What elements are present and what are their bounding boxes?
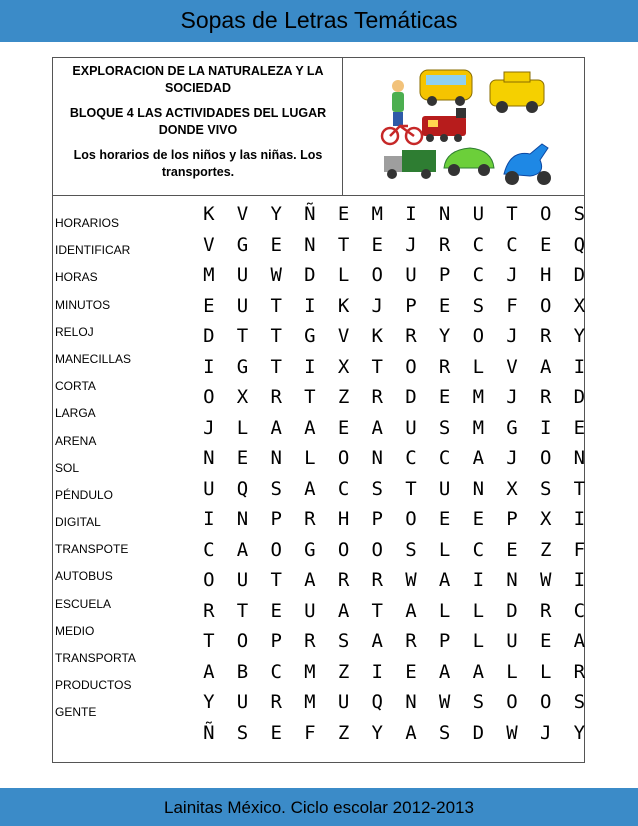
grid-cell[interactable]: T	[337, 233, 350, 256]
grid-cell[interactable]: B	[236, 660, 249, 683]
grid-cell[interactable]: Y	[371, 721, 383, 744]
grid-cell[interactable]: S	[236, 721, 249, 744]
grid-cell[interactable]: C	[472, 264, 485, 286]
grid-row	[192, 507, 596, 538]
word-list-item: HORARIOS	[55, 216, 120, 230]
grid-cell[interactable]: O	[371, 264, 383, 286]
grid-cell[interactable]: E	[573, 416, 586, 439]
grid-cell[interactable]: T	[236, 599, 249, 622]
grid-cell[interactable]: O	[539, 447, 552, 469]
grid-cell[interactable]: L	[438, 538, 451, 561]
grid-cell[interactable]: P	[506, 508, 518, 530]
grid-cell[interactable]: O	[405, 508, 417, 530]
grid-cell[interactable]: S	[539, 477, 552, 500]
grid-cell[interactable]: E	[438, 508, 451, 530]
grid-cell[interactable]: E	[438, 386, 451, 408]
grid-cell[interactable]: M	[203, 264, 215, 286]
header-divider	[52, 195, 585, 196]
subject-line: EXPLORACION DE LA NATURALEZA Y LA SOCIEDAD	[72, 64, 324, 95]
grid-cell[interactable]: N	[236, 508, 249, 530]
grid-row	[192, 599, 596, 630]
grid-cell[interactable]: V	[506, 355, 518, 378]
grid-cell[interactable]: Ñ	[304, 203, 316, 225]
word-list	[55, 215, 175, 732]
grid-cell[interactable]: T	[203, 630, 215, 652]
grid-row	[192, 660, 596, 691]
grid-cell[interactable]: X	[506, 477, 518, 500]
grid-cell[interactable]: A	[304, 569, 316, 591]
grid-cell[interactable]: J	[405, 233, 417, 256]
grid-cell[interactable]: J	[506, 386, 518, 408]
grid-cell[interactable]: I	[203, 508, 215, 530]
grid-cell[interactable]: J	[506, 447, 518, 469]
grid-cell[interactable]: E	[270, 599, 282, 622]
grid-row	[192, 385, 596, 416]
grid-cell[interactable]: V	[203, 233, 215, 256]
grid-cell[interactable]: Y	[438, 325, 451, 347]
grid-cell[interactable]: S	[270, 477, 282, 500]
grid-cell[interactable]: O	[371, 538, 383, 561]
grid-cell[interactable]: N	[438, 203, 451, 225]
grid-cell[interactable]: C	[438, 447, 451, 469]
grid-cell[interactable]: C	[472, 538, 485, 561]
grid-cell[interactable]: A	[472, 447, 485, 469]
grid-cell[interactable]: U	[236, 569, 249, 591]
grid-cell[interactable]: I	[573, 355, 586, 378]
grid-cell[interactable]: N	[472, 477, 485, 500]
grid-cell[interactable]: U	[236, 691, 249, 713]
train-icon	[422, 108, 466, 142]
grid-cell[interactable]: D	[304, 264, 316, 286]
grid-cell[interactable]: Y	[270, 203, 282, 225]
grid-cell[interactable]: C	[203, 538, 215, 561]
grid-cell[interactable]: T	[371, 355, 383, 378]
word-list-item: LARGA	[55, 406, 96, 421]
grid-cell[interactable]: A	[270, 416, 282, 439]
grid-cell[interactable]: R	[539, 599, 552, 622]
grid-cell[interactable]: E	[506, 538, 518, 561]
grid-cell[interactable]: R	[573, 660, 586, 683]
grid-cell[interactable]: V	[236, 203, 249, 225]
grid-cell[interactable]: O	[203, 569, 215, 591]
grid-cell[interactable]: I	[371, 660, 383, 683]
grid-cell[interactable]: I	[573, 508, 586, 530]
grid-row	[192, 568, 596, 599]
word-list-item: MEDIO	[55, 623, 95, 638]
grid-cell[interactable]: A	[304, 477, 316, 500]
grid-cell[interactable]: O	[236, 630, 249, 652]
grid-cell[interactable]: T	[573, 477, 586, 500]
grid-cell[interactable]: T	[371, 599, 383, 622]
grid-cell[interactable]: Q	[236, 477, 249, 500]
grid-cell[interactable]: J	[539, 721, 552, 744]
grid-cell[interactable]: U	[236, 264, 249, 286]
grid-cell[interactable]: T	[270, 569, 282, 591]
grid-cell[interactable]: C	[405, 447, 417, 469]
grid-cell[interactable]: R	[371, 386, 383, 408]
word-list-item: ESCUELA	[55, 596, 112, 611]
grid-cell[interactable]: A	[371, 630, 383, 652]
grid-cell[interactable]: D	[472, 721, 485, 744]
word-list-item: DIGITAL	[55, 515, 101, 530]
grid-cell[interactable]: A	[405, 721, 417, 744]
grid-cell[interactable]: U	[405, 264, 417, 286]
grid-row	[192, 629, 596, 660]
grid-cell[interactable]: R	[371, 569, 383, 591]
grid-cell[interactable]: D	[405, 386, 417, 408]
grid-cell[interactable]: L	[472, 355, 485, 378]
grid-cell[interactable]: R	[304, 630, 316, 652]
grid-cell[interactable]: S	[438, 416, 451, 439]
grid-cell[interactable]: N	[270, 447, 282, 469]
grid-row	[192, 538, 596, 569]
grid-cell[interactable]: T	[270, 355, 282, 378]
grid-cell[interactable]: D	[506, 599, 518, 622]
grid-cell[interactable]: Z	[337, 660, 350, 683]
grid-cell[interactable]: N	[506, 569, 518, 591]
word-list-item: ARENA	[55, 433, 97, 448]
grid-cell[interactable]: E	[337, 416, 350, 439]
grid-cell[interactable]: O	[539, 203, 552, 225]
grid-cell[interactable]: W	[270, 264, 282, 286]
grid-cell[interactable]: G	[236, 355, 249, 378]
grid-cell[interactable]: H	[539, 264, 552, 286]
grid-cell[interactable]: L	[337, 264, 350, 286]
grid-cell[interactable]: E	[337, 203, 350, 225]
grid-cell[interactable]: M	[304, 660, 316, 683]
grid-cell[interactable]: Y	[573, 721, 586, 744]
grid-cell[interactable]: M	[371, 203, 383, 225]
taxi-icon	[490, 72, 544, 113]
letter-grid	[192, 202, 596, 751]
grid-cell[interactable]: P	[438, 264, 451, 286]
grid-cell[interactable]: F	[573, 538, 586, 561]
grid-cell[interactable]: E	[270, 233, 282, 256]
grid-cell[interactable]: O	[539, 691, 552, 713]
grid-cell[interactable]: T	[506, 203, 518, 225]
footer-text: Lainitas México. Ciclo escolar 2012-2013	[164, 798, 474, 817]
grid-row	[192, 233, 596, 264]
grid-cell[interactable]: R	[203, 599, 215, 622]
grid-cell[interactable]: F	[304, 721, 316, 744]
grid-row	[192, 416, 596, 447]
grid-cell[interactable]: P	[371, 508, 383, 530]
word-list-item: TRANSPORTA	[55, 651, 136, 665]
grid-row	[192, 477, 596, 508]
grid-cell[interactable]: E	[236, 447, 249, 469]
grid-cell[interactable]: M	[472, 386, 485, 408]
grid-cell[interactable]: N	[203, 447, 215, 469]
grid-cell[interactable]: U	[337, 691, 350, 713]
grid-cell[interactable]: U	[236, 294, 249, 317]
grid-cell[interactable]: S	[472, 294, 485, 317]
grid-cell[interactable]: A	[371, 416, 383, 439]
word-list-item: HORAS	[55, 270, 98, 285]
header-column-divider	[342, 57, 343, 195]
grid-cell[interactable]: D	[573, 264, 586, 286]
grid-cell[interactable]: R	[337, 569, 350, 591]
grid-cell[interactable]: A	[405, 599, 417, 622]
grid-cell[interactable]: S	[337, 630, 350, 652]
transport-illustration	[380, 64, 560, 194]
grid-cell[interactable]: R	[405, 325, 417, 347]
grid-cell[interactable]: K	[337, 294, 350, 317]
grid-cell[interactable]: A	[472, 660, 485, 683]
grid-cell[interactable]: R	[539, 386, 552, 408]
grid-cell[interactable]: U	[203, 477, 215, 500]
grid-cell[interactable]: X	[539, 508, 552, 530]
word-list-item: MANECILLAS	[55, 351, 132, 366]
grid-row	[192, 355, 596, 386]
grid-cell[interactable]: T	[270, 294, 282, 317]
grid-cell[interactable]: I	[472, 569, 485, 591]
grid-cell[interactable]: E	[405, 660, 417, 683]
grid-cell[interactable]: X	[236, 386, 249, 408]
grid-cell[interactable]: R	[438, 233, 451, 256]
grid-cell[interactable]: L	[304, 447, 316, 469]
grid-row	[192, 690, 596, 721]
grid-cell[interactable]: Z	[337, 386, 350, 408]
grid-cell[interactable]: V	[337, 325, 350, 347]
grid-cell[interactable]: C	[337, 477, 350, 500]
word-list-item: PRODUCTOS	[55, 678, 132, 693]
grid-cell[interactable]: S	[371, 477, 383, 500]
grid-cell[interactable]: L	[472, 630, 485, 652]
grid-cell[interactable]: L	[506, 660, 518, 683]
page-title: Sopas de Letras Temáticas	[180, 7, 458, 33]
grid-row	[192, 202, 596, 233]
grid-cell[interactable]: X	[573, 294, 586, 317]
grid-cell[interactable]: H	[337, 508, 350, 530]
grid-cell[interactable]: C	[573, 599, 586, 622]
grid-cell[interactable]: O	[506, 691, 518, 713]
grid-cell[interactable]: N	[371, 447, 383, 469]
grid-cell[interactable]: I	[304, 294, 316, 317]
grid-cell[interactable]: A	[573, 630, 586, 652]
grid-cell[interactable]: P	[270, 508, 282, 530]
grid-cell[interactable]: Q	[573, 233, 586, 256]
grid-cell[interactable]: Y	[573, 325, 586, 347]
grid-cell[interactable]: J	[203, 416, 215, 439]
grid-cell[interactable]: F	[506, 294, 518, 317]
grid-cell[interactable]: N	[405, 691, 417, 713]
grid-cell[interactable]: J	[506, 264, 518, 286]
grid-cell[interactable]: L	[472, 599, 485, 622]
grid-cell[interactable]: M	[304, 691, 316, 713]
grid-cell[interactable]: I	[203, 355, 215, 378]
grid-cell[interactable]: G	[304, 325, 316, 347]
grid-cell[interactable]: R	[270, 691, 282, 713]
grid-cell[interactable]: Z	[539, 538, 552, 561]
grid-cell[interactable]: U	[405, 416, 417, 439]
grid-cell[interactable]: P	[270, 630, 282, 652]
footer-banner	[0, 788, 638, 826]
topic-line: Los horarios de los niños y las niñas. Los transportes.	[73, 148, 323, 179]
grid-cell[interactable]: Q	[371, 691, 383, 713]
grid-cell[interactable]: L	[236, 416, 249, 439]
grid-cell[interactable]: O	[270, 538, 282, 561]
grid-cell[interactable]: A	[236, 538, 249, 561]
grid-cell[interactable]: W	[506, 721, 518, 744]
grid-cell[interactable]: O	[405, 355, 417, 378]
grid-cell[interactable]: L	[539, 660, 552, 683]
word-list-item: AUTOBUS	[55, 569, 113, 584]
grid-cell[interactable]: E	[371, 233, 383, 256]
word-list-item: PÉNDULO	[55, 487, 114, 502]
grid-cell[interactable]: N	[304, 233, 316, 256]
car-icon	[444, 148, 494, 176]
worksheet-info	[58, 63, 338, 189]
grid-cell[interactable]: J	[506, 325, 518, 347]
block-line: BLOQUE 4 LAS ACTIVIDADES DEL LUGAR DONDE VIVO	[69, 106, 327, 137]
grid-cell[interactable]: U	[438, 477, 451, 500]
word-list-item: GENTE	[55, 705, 97, 720]
grid-row	[192, 263, 596, 294]
grid-cell[interactable]: Z	[337, 721, 350, 744]
grid-cell[interactable]: L	[438, 599, 451, 622]
grid-cell[interactable]: W	[438, 691, 451, 713]
grid-cell[interactable]: K	[203, 203, 215, 225]
bus-icon	[420, 70, 472, 106]
grid-cell[interactable]: E	[539, 233, 552, 256]
grid-cell[interactable]: T	[405, 477, 417, 500]
word-list-item: MINUTOS	[55, 297, 111, 312]
grid-cell[interactable]: M	[472, 416, 485, 439]
grid-cell[interactable]: E	[539, 630, 552, 652]
grid-cell[interactable]: E	[472, 508, 485, 530]
grid-cell[interactable]: T	[304, 386, 316, 408]
grid-cell[interactable]: O	[337, 447, 350, 469]
grid-cell[interactable]: O	[539, 294, 552, 317]
grid-cell[interactable]: P	[438, 630, 451, 652]
grid-cell[interactable]: G	[506, 416, 518, 439]
grid-cell[interactable]: D	[203, 325, 215, 347]
grid-cell[interactable]: A	[438, 569, 451, 591]
grid-cell[interactable]: R	[270, 386, 282, 408]
grid-cell[interactable]: U	[472, 203, 485, 225]
grid-cell[interactable]: K	[371, 325, 383, 347]
grid-row	[192, 446, 596, 477]
grid-cell[interactable]: S	[438, 721, 451, 744]
truck-icon	[384, 150, 436, 179]
word-list-item: RELOJ	[55, 324, 94, 339]
grid-cell[interactable]: J	[371, 294, 383, 317]
grid-cell[interactable]: I	[304, 355, 316, 378]
grid-cell[interactable]: C	[270, 660, 282, 683]
grid-cell[interactable]: A	[438, 660, 451, 683]
grid-cell[interactable]: O	[337, 538, 350, 561]
grid-cell[interactable]: I	[405, 203, 417, 225]
grid-cell[interactable]: E	[270, 721, 282, 744]
grid-cell[interactable]: I	[573, 569, 586, 591]
grid-cell[interactable]: C	[506, 233, 518, 256]
grid-cell[interactable]: E	[438, 294, 451, 317]
grid-cell[interactable]: I	[539, 416, 552, 439]
grid-cell[interactable]: A	[539, 355, 552, 378]
grid-cell[interactable]: O	[203, 386, 215, 408]
grid-cell[interactable]: S	[405, 538, 417, 561]
bicycle-icon	[382, 126, 422, 144]
grid-cell[interactable]: A	[337, 599, 350, 622]
grid-cell[interactable]: W	[405, 569, 417, 591]
grid-cell[interactable]: A	[203, 660, 215, 683]
grid-cell[interactable]: T	[270, 325, 282, 347]
grid-cell[interactable]: Ñ	[203, 721, 215, 744]
cyclist-icon	[392, 80, 404, 126]
grid-cell[interactable]: S	[573, 203, 586, 225]
grid-cell[interactable]: R	[405, 630, 417, 652]
grid-cell[interactable]: G	[236, 233, 249, 256]
grid-cell[interactable]: W	[539, 569, 552, 591]
grid-cell[interactable]: Y	[203, 691, 215, 713]
grid-cell[interactable]: G	[304, 538, 316, 561]
grid-cell[interactable]: X	[337, 355, 350, 378]
grid-cell[interactable]: R	[304, 508, 316, 530]
grid-row	[192, 721, 596, 752]
grid-cell[interactable]: U	[506, 630, 518, 652]
word-list-item: IDENTIFICAR	[55, 243, 131, 258]
grid-cell[interactable]: N	[573, 447, 586, 469]
word-list-item: CORTA	[55, 379, 96, 394]
grid-cell[interactable]: S	[573, 691, 586, 713]
scooter-icon	[504, 144, 551, 185]
grid-cell[interactable]: A	[304, 416, 316, 439]
grid-cell[interactable]: U	[304, 599, 316, 622]
grid-cell[interactable]: D	[573, 386, 586, 408]
grid-cell[interactable]: T	[236, 325, 249, 347]
word-list-item: SOL	[55, 460, 80, 475]
grid-cell[interactable]: R	[438, 355, 451, 378]
grid-cell[interactable]: R	[539, 325, 552, 347]
title-banner	[0, 0, 638, 42]
grid-row	[192, 324, 596, 355]
grid-row	[192, 294, 596, 325]
grid-cell[interactable]: S	[472, 691, 485, 713]
grid-cell[interactable]: E	[203, 294, 215, 317]
grid-cell[interactable]: P	[405, 294, 417, 317]
grid-cell[interactable]: C	[472, 233, 485, 256]
word-list-item: TRANSPOTE	[55, 542, 129, 557]
grid-cell[interactable]: O	[472, 325, 485, 347]
